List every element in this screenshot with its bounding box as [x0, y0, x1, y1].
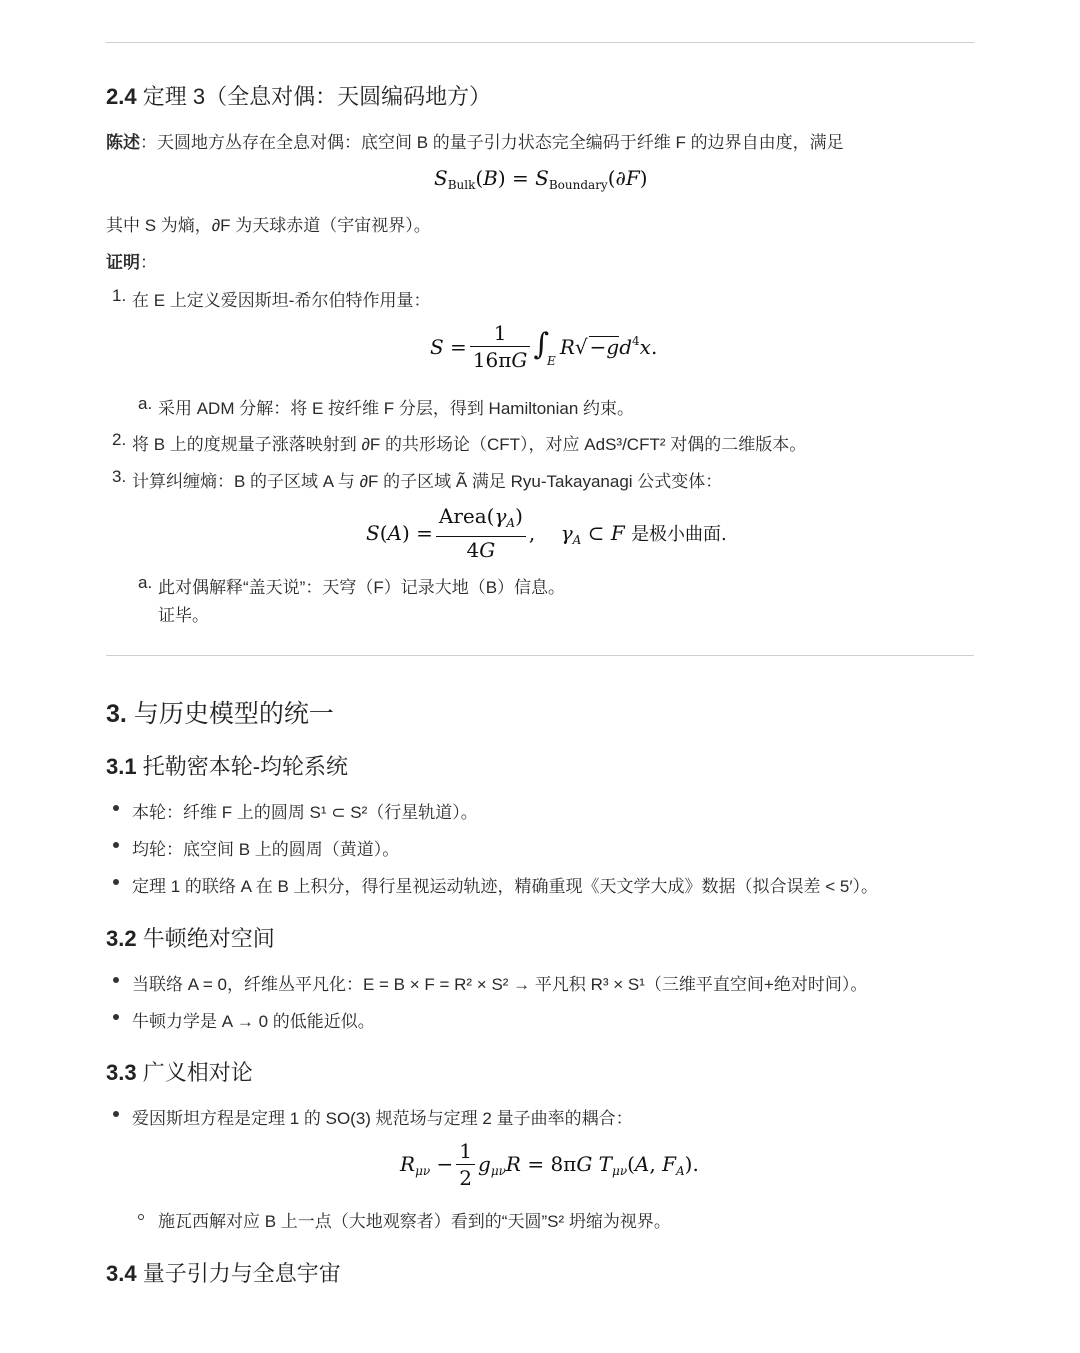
divider-middle	[106, 655, 974, 656]
proof-label: 证明	[106, 253, 140, 272]
section-number: 3.3	[106, 1060, 137, 1085]
bullet-icon	[113, 1014, 119, 1020]
section-3-1-heading	[106, 750, 348, 781]
list-item: 定理 1 的联络 A 在 B 上积分，得行星视运动轨迹，精确重现《天文学大成》数据（拟合误差 < 5′）。	[132, 877, 879, 896]
section-3-2-heading	[106, 922, 275, 953]
where-paragraph: 其中 S 为熵，∂F 为天球赤道（宇宙视界）。	[106, 216, 431, 235]
list-item: 均轮：底空间 B 上的圆周（黄道）。	[132, 840, 400, 859]
bullet-icon	[113, 842, 119, 848]
qed-text: 证毕。	[158, 606, 209, 625]
section-number: 3.	[106, 700, 127, 728]
equation-ryu-takayanagi: S(A) = $\frac{Area(\gamma_A)}{4G}$ , $\gamma_A$ ⊂ F 是极小曲面.	[366, 504, 727, 562]
section-title: 托勒密本轮-均轮系统	[142, 754, 349, 779]
list-item: 本轮：纤维 F 上的圆周 S¹ ⊂ S²（行星轨道）。	[132, 803, 478, 822]
section-title: 量子引力与全息宇宙	[142, 1261, 341, 1286]
section-number: 3.1	[106, 754, 137, 779]
proof-step-1: 在 E 上定义爱因斯坦-希尔伯特作用量：	[132, 291, 431, 310]
equation-einstein-hilbert: S = $\frac{1}{16\pi G}$ $\int ER√ -gd^4x$.	[430, 321, 658, 372]
list-item: 牛顿力学是 A → 0 的低能近似。	[132, 1012, 375, 1031]
list-item: 爱因斯坦方程是定理 1 的 SO(3) 规范场与定理 2 量子曲率的耦合：	[132, 1109, 633, 1128]
proof-label-line	[106, 248, 157, 273]
equation-condition-text: 是极小曲面.	[631, 523, 727, 545]
proof-step-3a: 此对偶解释“盖天说”：天穹（F）记录大地（B）信息。	[158, 578, 566, 597]
equation-einstein-field: $R_{\mu\nu}$ − $\frac{1}{2}$ $g_{\mu\nu}R = 8\pi G$ $T_{\mu\nu}(A$, $F_A$).	[400, 1139, 699, 1190]
bullet-icon	[113, 805, 119, 811]
proof-step-1a: 采用 ADM 分解：将 E 按纤维 F 分层，得到 Hamiltonian 约束。	[158, 399, 635, 418]
section-number: 2.4	[106, 84, 137, 109]
section-number: 3.2	[106, 926, 137, 951]
list-letter-3a: a.	[138, 573, 153, 592]
list-number-1: 1.	[112, 286, 127, 305]
proof-step-3: 计算纠缠熵：B 的子区域 A 与 ∂F 的子区域 Ã 满足 Ryu-Takayanagi 公式变体：	[132, 472, 723, 491]
proof-step-2: 将 B 上的度规量子涨落映射到 ∂F 的共形场论（CFT），对应 AdS³/CFT² 对偶的二维版本。	[132, 435, 807, 454]
section-title: 定理 3（全息对偶：天圆编码地方）	[142, 84, 492, 109]
list-number-3: 3.	[112, 467, 127, 486]
section-title: 牛顿绝对空间	[142, 926, 275, 951]
section-3-4-heading	[106, 1257, 341, 1288]
section-3-heading	[106, 694, 334, 730]
section-2-4-heading	[106, 80, 491, 111]
section-3-3-heading	[106, 1056, 253, 1087]
equation-holographic-entropy: $S_{Bulk}(B) = S_{Boundary}(\partial F)$	[434, 166, 648, 192]
statement-paragraph	[106, 128, 844, 153]
divider-top	[106, 42, 974, 43]
list-item: 当联络 A = 0，纤维丛平凡化：E = B × F = R² × S² → 平凡积 R³ × S¹（三维平直空间+绝对时间）。	[132, 975, 868, 994]
list-number-2: 2.	[112, 430, 127, 449]
bullet-icon	[113, 1111, 119, 1117]
section-title: 广义相对论	[142, 1060, 253, 1085]
bullet-icon	[113, 977, 119, 983]
statement-label: 陈述	[106, 133, 140, 152]
sub-bullet-icon	[138, 1214, 144, 1220]
bullet-icon	[113, 879, 119, 885]
list-letter-1a: a.	[138, 394, 153, 413]
sub-list-item: 施瓦西解对应 B 上一点（大地观察者）看到的“天圆”S² 坍缩为视界。	[158, 1212, 671, 1231]
statement-text: ：天圆地方丛存在全息对偶：底空间 B 的量子引力状态完全编码于纤维 F 的边界自由度，满足	[140, 133, 844, 152]
section-title: 与历史模型的统一	[133, 700, 334, 728]
proof-colon: ：	[140, 253, 157, 272]
section-number: 3.4	[106, 1261, 137, 1286]
